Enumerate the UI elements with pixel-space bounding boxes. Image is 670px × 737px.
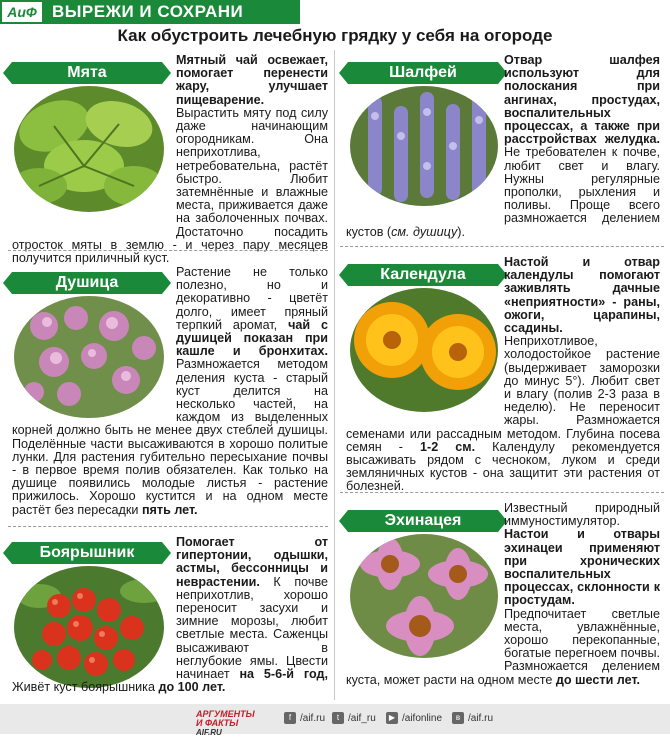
oregano-title: Душица [12, 272, 162, 294]
link-text: /aif.ru [300, 712, 326, 724]
sage-bold-1: Отвар шалфея используют для полоскания при ангинах, простудах, воспалительных процессах, а также при расстройствах желудка. [504, 53, 660, 147]
hawthorn-body-1: К почве неприхотлив, хорошо переносит засухи и зимние морозы, любит светлые места. Саженцы высаживают в неглубокие ямы. Цвести начинает [176, 574, 328, 682]
divider [340, 246, 664, 247]
brand-line-1: АРГУМЕНТЫ [196, 709, 255, 719]
calendula-text [346, 256, 660, 494]
echinacea-body-1: Известный природный иммуностимулятор. [504, 501, 660, 529]
sage-text [346, 54, 660, 239]
oregano-text [12, 266, 328, 517]
echinacea-body-2: Предпочитает светлые места, увлажнённые, хорошо перекопанные, богатые перегноем почвы. Размножается делением куста, может расти на одном месте [346, 606, 660, 687]
calendula-body-1: Неприхотливое, холодостойкое растение (выдерживает заморозки до минус 5°). Любит свет и влагу (полив 2-3 раза в неделю). Не переносит жары. Размножается семенами или рассадным методом. Глубина посева семян - [346, 334, 660, 454]
twitter-icon: t [332, 712, 344, 724]
link-text: /aif_ru [348, 712, 376, 724]
oregano-bold-1: чай с душицей показан при кашле и бронхитах. [176, 317, 328, 359]
aif-brand [196, 710, 255, 737]
echinacea-title: Эхинацея [348, 510, 498, 532]
divider [8, 526, 328, 527]
mint-title: Мята [12, 62, 162, 84]
sage-title: Шалфей [348, 62, 498, 84]
hawthorn-title: Боярышник [12, 542, 162, 564]
oregano-bold-2: пять лет. [141, 502, 198, 517]
footer [0, 704, 670, 737]
facebook-link[interactable] [284, 712, 325, 724]
vk-link[interactable] [452, 712, 493, 724]
logo-text: АиФ [7, 4, 37, 20]
oregano-body-1: Растение не только полезно, но и декоративно - цветёт долго, имеет пряный терпкий аромат, [176, 265, 328, 332]
echinacea-text [346, 502, 660, 687]
link-text: /aifonline [402, 712, 443, 724]
calendula-body-2: Календулу рекомендуется высаживать рядом с чесноком, луком и среди земляничных кустов - она защитит эти растения от болезней. [346, 439, 660, 494]
twitter-link[interactable] [332, 712, 376, 724]
divider [340, 492, 664, 493]
hawthorn-bold-1: Помогает от гипертонии, одышки, астмы, бессонницы и неврастении. [176, 535, 328, 589]
echinacea-bold-2: до шести лет. [555, 672, 641, 687]
hawthorn-bold-2: на 5-6-й год, [239, 667, 328, 682]
calendula-bold-2: 1-2 см. [420, 439, 476, 454]
column-divider [334, 50, 335, 700]
header-banner [0, 0, 300, 24]
header-label: ВЫРЕЖИ И СОХРАНИ [52, 2, 244, 21]
link-text: /aif.ru [468, 712, 494, 724]
divider [8, 250, 328, 251]
calendula-bold-1: Настой и отвар календулы помогают заживлять дачные «неприятности» - раны, ожоги, царапины, ссадины. [504, 255, 660, 336]
sage-body-1: Не требователен к почве, любит свет и влагу. Нужны регулярные прополки, рыхления и поливы. Проще всего размножается делением кустов ( [346, 145, 660, 239]
aif-logo [0, 0, 44, 24]
mint-text [12, 54, 328, 265]
oregano-body-2: Размножается методом деления куста - старый куст делится на несколько частей, на каждом из выделенных корней должно быть не менее двух стеблей душицы. Поделённые части высаживаются в хорошо политые лунки. Для растения губительно пересыхание почвы - в первое время полив обязателен. Как только на душице появились молодые листья - растение прижилось. Хорошо кустится и на одном месте растёт без пересадки [12, 357, 328, 517]
facebook-icon: f [284, 712, 296, 724]
mint-bold-1: Мятный чай освежает, помогает перенести жару, улучшает пищеварение. [176, 53, 328, 107]
hawthorn-text [12, 536, 328, 694]
brand-line-2: И ФАКТЫ [196, 718, 239, 728]
hawthorn-bold-3: до 100 лет. [158, 680, 226, 695]
hawthorn-body-2: Живёт куст боярышника [12, 680, 159, 695]
youtube-icon: ▶ [386, 712, 398, 724]
mint-body: Вырастить мяту под силу даже начинающим огородникам. Она неприхотлива, нетребовательна, растёт быстро. Любит затемнённые и влажные места, приживается даже на заболоченных почвах. Достаточно посадить отросток мяты в землю - и через пару месяцев получится приличный куст. [12, 105, 328, 266]
echinacea-bold-1: Настои и отвары эхинацеи применяют при хронических воспалительных процессах, склонности к простудам. [504, 527, 660, 608]
vk-icon: в [452, 712, 464, 724]
youtube-link[interactable] [386, 712, 442, 724]
brand-url: AIF.RU [196, 728, 222, 737]
sage-italic: см. душицу [391, 224, 458, 239]
page-title: Как обустроить лечебную грядку у себя на огороде [117, 26, 553, 45]
sage-body-2: ). [457, 224, 465, 239]
calendula-title: Календула [348, 264, 498, 286]
